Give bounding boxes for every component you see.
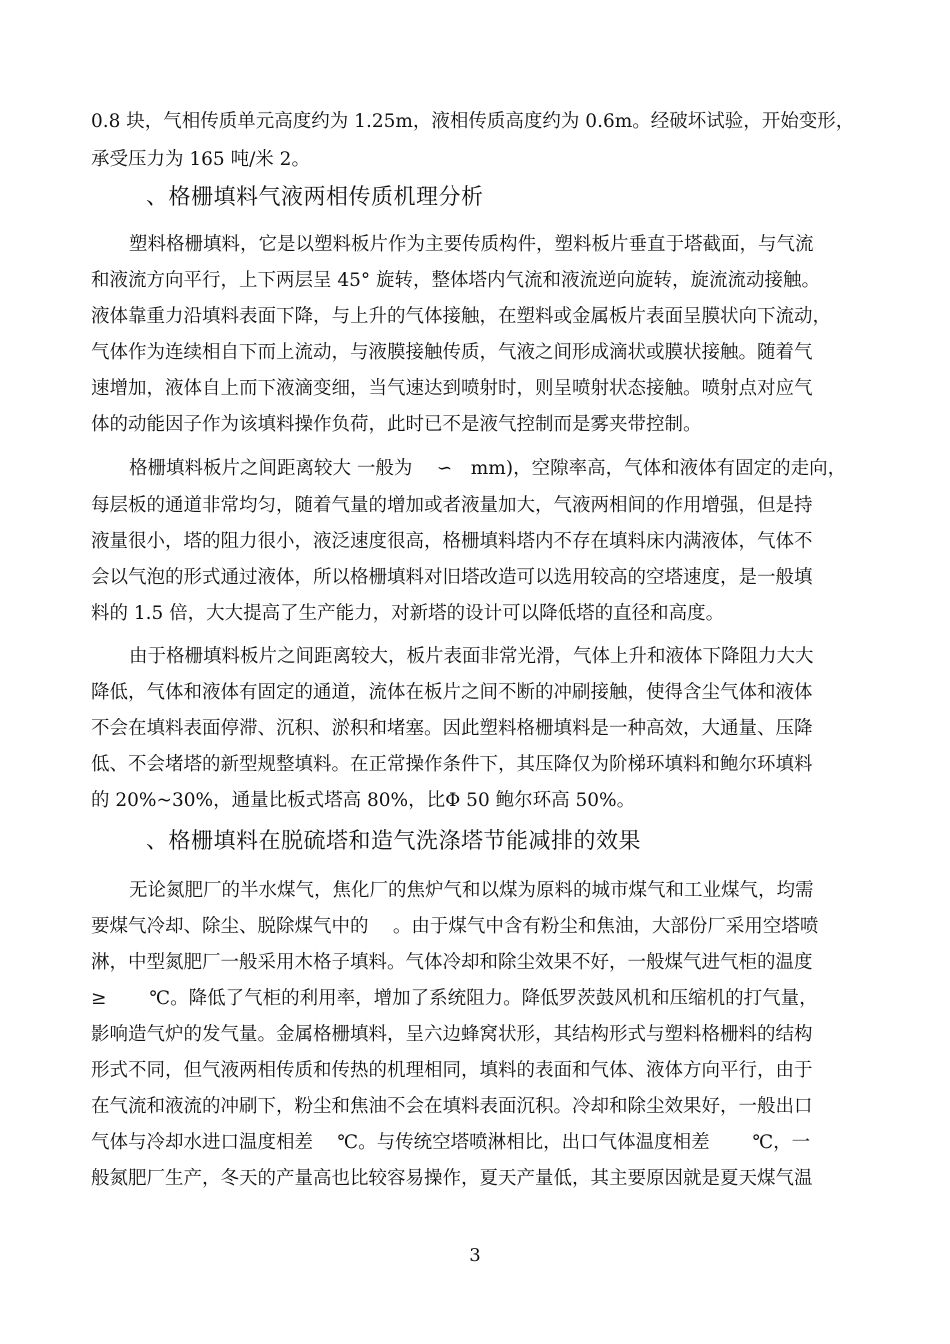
paragraph-line: 在气流和液流的冲刷下，粉尘和焦油不会在填料表面沉积。冷却和除尘效果好，一般出口 xyxy=(91,1096,813,1117)
paragraph-line: 液量很小，塔的阻力很小，液泛速度很高，格栅填料塔内不存在填料床内满液体，气体不 xyxy=(91,531,813,552)
paragraph-line: 低、不会堵塔的新型规整填料。在正常操作条件下，其压降仅为阶梯环填料和鲍尔环填料 xyxy=(91,754,813,775)
paragraph-line: 液体靠重力沿填料表面下降，与上升的气体接触，在塑料或金属板片表面呈膜状向下流动， xyxy=(91,306,832,327)
paragraph-line: 速增加，液体自上而下液滴变细，当气速达到喷射时，则呈喷射状态接触。喷射点对应气 xyxy=(91,378,813,399)
paragraph-line: 无论氮肥厂的半水煤气，焦化厂的焦炉气和以煤为原料的城市煤气和工业煤气，均需 xyxy=(129,880,814,901)
paragraph-line: 不会在填料表面停滞、沉积、淤积和堵塞。因此塑料格栅填料是一种高效，大通量、压降 xyxy=(91,718,813,739)
paragraph-line: 气体作为连续相自下而上流动，与液膜接触传质，气液之间形成滴状或膜状接触。随着气 xyxy=(91,342,813,363)
paragraph-line: 要煤气冷却、除尘、脱除煤气中的 。由于煤气中含有粉尘和焦油，大部份厂采用空塔喷 xyxy=(91,916,819,937)
paragraph-line: ≥ ℃。降低了气柜的利用率，增加了系统阻力。降低罗茨鼓风机和压缩机的打气量， xyxy=(91,988,818,1009)
section-heading: 、格栅填料在脱硫塔和造气洗涤塔节能减排的效果 xyxy=(146,829,642,854)
paragraph-line: 降低，气体和液体有固定的通道，流体在板片之间不断的冲刷接触，使得含尘气体和液体 xyxy=(91,682,813,703)
paragraph-line: 淋，中型氮肥厂一般采用木格子填料。气体冷却和除尘效果不好，一般煤气进气柜的温度 xyxy=(91,952,813,973)
paragraph-line: 形式不同，但气液两相传质和传热的机理相同，填料的表面和气体、液体方向平行，由于 xyxy=(91,1060,813,1081)
paragraph-line: 格栅填料板片之间距离较大 一般为 ∽ mm)，空隙率高，气体和液体有固定的走向， xyxy=(129,458,847,479)
paragraph-line: 由于格栅填料板片之间距离较大，板片表面非常光滑，气体上升和液体下降阻力大大 xyxy=(129,646,814,667)
paragraph-line: 气体与冷却水进口温度相差 ℃。与传统空塔喷淋相比，出口气体温度相差 ℃，一 xyxy=(91,1132,811,1153)
paragraph-line: 每层板的通道非常均匀，随着气量的增加或者液量加大，气液两相间的作用增强，但是持 xyxy=(91,495,813,516)
paragraph-line: 承受压力为 165 吨/米 2。 xyxy=(91,149,310,170)
page-number: 3 xyxy=(469,1245,481,1266)
paragraph-line: 0.8 块，气相传质单元高度约为 1.25m，液相传质高度约为 0.6m。经破坏试验，开始变形， xyxy=(91,111,855,132)
paragraph-line: 和液流方向平行，上下两层呈 45° 旋转，整体塔内气流和液流逆向旋转，旋流流动接触。 xyxy=(91,270,821,291)
paragraph-line: 料的 1.5 倍，大大提高了生产能力，对新塔的设计可以降低塔的直径和高度。 xyxy=(91,603,725,624)
paragraph-line: 般氮肥厂生产，冬天的产量高也比较容易操作，夏天产量低，其主要原因就是夏天煤气温 xyxy=(91,1168,813,1189)
paragraph-line: 塑料格栅填料，它是以塑料板片作为主要传质构件，塑料板片垂直于塔截面，与气流 xyxy=(129,234,814,255)
paragraph-line: 影响造气炉的发气量。金属格栅填料，呈六边蜂窝状形，其结构形式与塑料格栅料的结构 xyxy=(91,1024,813,1045)
paragraph-line: 体的动能因子作为该填料操作负荷，此时已不是液气控制而是雾夹带控制。 xyxy=(91,414,702,435)
section-heading: 、格栅填料气液两相传质机理分析 xyxy=(146,185,484,210)
paragraph-line: 会以气泡的形式通过液体，所以格栅填料对旧塔改造可以选用较高的空塔速度，是一般填 xyxy=(91,567,813,588)
paragraph-line: 的 20%~30%，通量比板式塔高 80%，比Φ 50 鲍尔环高 50%。 xyxy=(91,790,636,811)
